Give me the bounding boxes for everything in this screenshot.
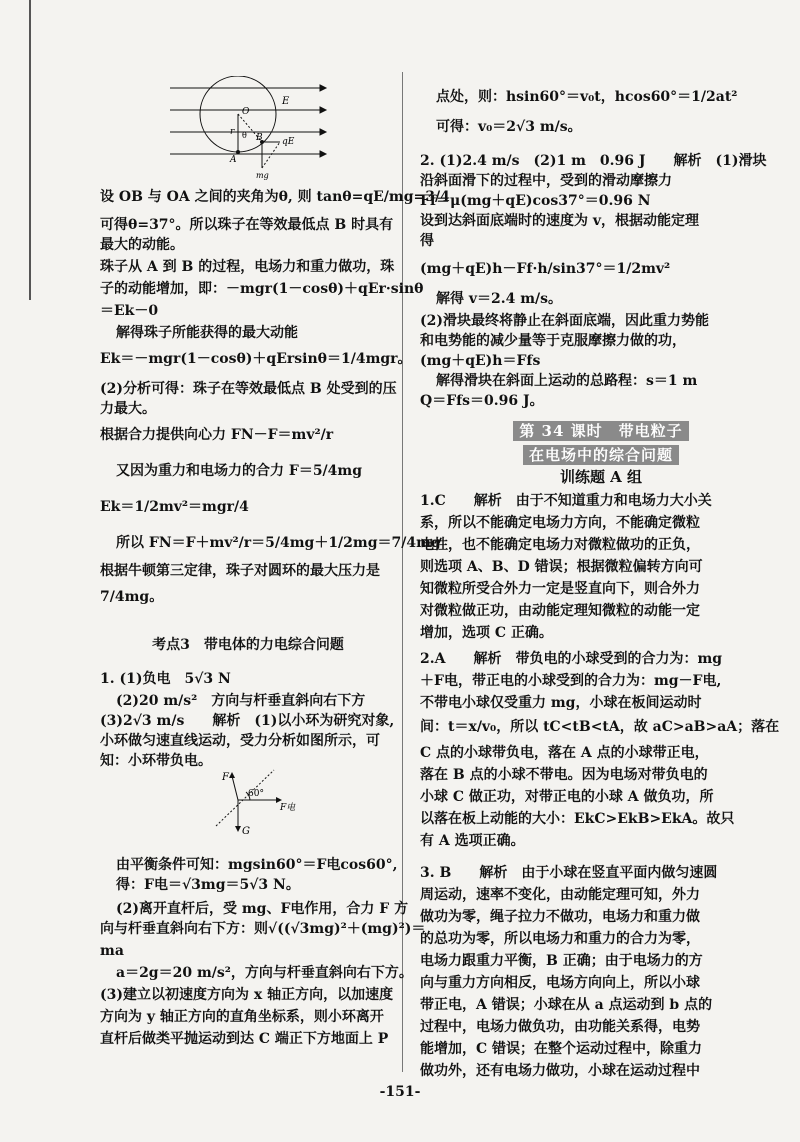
text-line: 所以 FN＝F＋mv²/r＝5/4mg＋1/2mg＝7/4mg (116, 535, 441, 551)
text-line: 直杆后做类平抛运动到达 C 端正下方地面上 P (100, 1031, 389, 1047)
text-line: (2)分析可得：珠子在等效最低点 B 处受到的压 (100, 381, 397, 397)
label-E: E (282, 96, 290, 107)
text-line: 最大的动能。 (100, 237, 184, 253)
text-line: 知微粒所受合外力一定是竖直向下，则合外力 (420, 581, 700, 597)
text-line: 解得 v＝2.4 m/s。 (436, 291, 563, 307)
text-line: 落在 B 点的小球不带电。因为电场对带负电的 (420, 767, 708, 783)
text-line: 设 OB 与 OA 之间的夹角为θ, 则 tanθ=qE/mg=3/4 (100, 189, 450, 205)
banner-line-2: 在电场中的综合问题 (523, 445, 679, 465)
text-line: 解得珠子所能获得的最大动能 (116, 325, 298, 341)
text-line: 间：t＝x/v₀，所以 tC<tB<tA，故 aC>aB>aA；落在 (420, 719, 780, 735)
text-line: 做功为零，绳子拉力不做功，电场力和重力做 (420, 909, 700, 925)
text-line: 过程中，电场力做负功，由功能关系得，电势 (420, 1019, 700, 1035)
text-line: 能增加，C 错误；在整个运动过程中，除重力 (420, 1041, 703, 1057)
text-line: 增加，选项 C 正确。 (420, 625, 553, 641)
banner-line-1: 第 34 课时 带电粒子 (513, 421, 688, 441)
binding-margin-line (29, 0, 31, 300)
text-line: 7/4mg。 (100, 589, 164, 605)
text-line: 小环做匀速直线运动，受力分析如图所示，可 (100, 733, 380, 749)
text-line: 有 A 选项正确。 (420, 833, 525, 849)
text-line: 向与杆垂直斜向右下方：则√((√3mg)²＋(mg)²)＝ (100, 921, 426, 937)
circle-field-figure (170, 76, 330, 181)
text-line: 带正电，A 错误；小球在从 a 点运动到 b 点的 (420, 997, 713, 1013)
force-diagram-figure (208, 768, 308, 838)
label-qE: qE (282, 137, 295, 147)
text-line: 系，所以不能确定电场力方向，不能确定微粒 (420, 515, 700, 531)
text-line: 电性，也不能确定电场力对微粒做功的正负， (420, 537, 700, 553)
section-heading: 考点3 带电体的力电综合问题 (152, 637, 344, 653)
text-line: Ek＝－mgr(1－cosθ)＋qErsinθ＝1/4mgr。 (100, 351, 412, 367)
text-line: (3)2√3 m/s 解析 (1)以小环为研究对象, (100, 713, 395, 729)
label-theta: θ (242, 131, 247, 140)
text-line: 周运动，速率不变化，由动能定理可知，外力 (420, 887, 700, 903)
text-line: (2)滑块最终将静止在斜面底端，因此重力势能 (420, 313, 709, 329)
text-line: 力最大。 (100, 401, 156, 417)
text-line: (2)20 m/s² 方向与杆垂直斜向右下方 (116, 693, 366, 709)
label-r: r (230, 127, 235, 137)
text-line: 3. B 解析 由于小球在竖直平面内做匀速圆 (420, 865, 718, 881)
lesson-banner (512, 420, 690, 466)
text-line: 电场力跟重力平衡，B 正确；由于电场力的方 (420, 953, 703, 969)
text-line: 设到达斜面底端时的速度为 v，根据动能定理 (420, 213, 700, 229)
text-line: C 点的小球带负电，落在 A 点的小球带正电， (420, 745, 709, 761)
label-Fe: F电 (280, 803, 296, 813)
page-number: -151- (379, 1084, 421, 1100)
text-line: (mg＋qE)h＝Ffs (420, 353, 541, 369)
text-line: (3)建立以初速度方向为 x 轴正方向，以加速度 (100, 987, 394, 1003)
text-line: 可得：v₀＝2√3 m/s。 (436, 119, 582, 135)
text-line: 点处，则：hsin60°＝v₀t，hcos60°＝1/2at² (436, 89, 738, 105)
label-A: A (230, 155, 237, 165)
text-line: 解得滑块在斜面上运动的总路程：s＝1 m (436, 373, 698, 389)
text-line: 则选项 A、B、D 错误；根据微粒偏转方向可 (420, 559, 703, 575)
text-line: (mg＋qE)h－Ff·h/sin37°＝1/2mv² (420, 261, 671, 277)
text-line: 和电势能的减少量等于克服摩擦力做的功， (420, 333, 686, 349)
text-line: 做功外，还有电场力做功，小球在运动过程中 (420, 1063, 700, 1079)
text-line: 的总功为零，所以电场力和重力的合力为零， (420, 931, 700, 947)
text-line: 1. (1)负电 5√3 N (100, 671, 231, 687)
text-line: 得：F电＝√3mg＝5√3 N。 (116, 877, 300, 893)
text-line: 方向为 y 轴正方向的直角坐标系，则小环离开 (100, 1009, 384, 1025)
text-line: 又因为重力和电场力的合力 F＝5/4mg (116, 463, 363, 479)
text-line: 珠子从 A 到 B 的过程，电场力和重力做功，珠 (100, 259, 395, 275)
text-line: Q＝Ffs＝0.96 J。 (420, 393, 544, 409)
label-O: O (242, 107, 250, 117)
text-line: 1.C 解析 由于不知道重力和电场力大小关 (420, 493, 712, 509)
text-line: 根据合力提供向心力 FN－F＝mv²/r (100, 427, 334, 443)
text-line: 子的动能增加，即：－mgr(1－cosθ)＋qEr·sinθ (100, 281, 424, 297)
text-line: 以落在板上动能的大小：EkC>EkB>EkA。故只 (420, 811, 735, 827)
text-line: ＋F电，带正电的小球受到的合力为：mg－F电, (420, 673, 722, 689)
label-G: G (242, 826, 250, 837)
text-line: 对微粒做正功，由动能定理知微粒的动能一定 (420, 603, 700, 619)
text-line: 得 (420, 233, 434, 249)
label-B: B (256, 133, 263, 143)
text-line: 小球 C 做正功，对带正电的小球 A 做负功，所 (420, 789, 714, 805)
text-line: a＝2g＝20 m/s²，方向与杆垂直斜向右下方。 (116, 965, 413, 981)
text-line: 根据牛顿第三定律，珠子对圆环的最大压力是 (100, 563, 380, 579)
text-line: 知：小环带负电。 (100, 753, 212, 769)
text-line: 向与重力方向相反，电场方向向上，所以小球 (420, 975, 700, 991)
group-title: 训练题 A 组 (559, 468, 643, 486)
text-line: Ek＝1/2mv²＝mgr/4 (100, 499, 249, 515)
text-line: 由平衡条件可知：mgsin60°＝F电cos60°, (116, 857, 398, 873)
label-F: F (222, 772, 229, 783)
label-mg: mg (256, 171, 269, 180)
text-line: 可得θ=37°。所以珠子在等效最低点 B 时具有 (100, 217, 394, 233)
text-line: 沿斜面滑下的过程中，受到的滑动摩擦力 (420, 173, 672, 189)
text-line: ＝Ek－0 (100, 303, 159, 319)
text-line: 2.A 解析 带负电的小球受到的合力为：mg (420, 651, 723, 667)
text-line: (2)离开直杆后，受 mg、F电作用，合力 F 方 (116, 901, 409, 917)
text-line: ma (100, 943, 124, 959)
text-line: 2. (1)2.4 m/s (2)1 m 0.96 J 解析 (1)滑块 (420, 153, 767, 169)
text-line: 不带电小球仅受重力 mg，小球在板间运动时 (420, 695, 702, 711)
text-line: Ff＝μ(mg＋qE)cos37°＝0.96 N (420, 193, 651, 209)
label-60: 60° (248, 789, 264, 799)
